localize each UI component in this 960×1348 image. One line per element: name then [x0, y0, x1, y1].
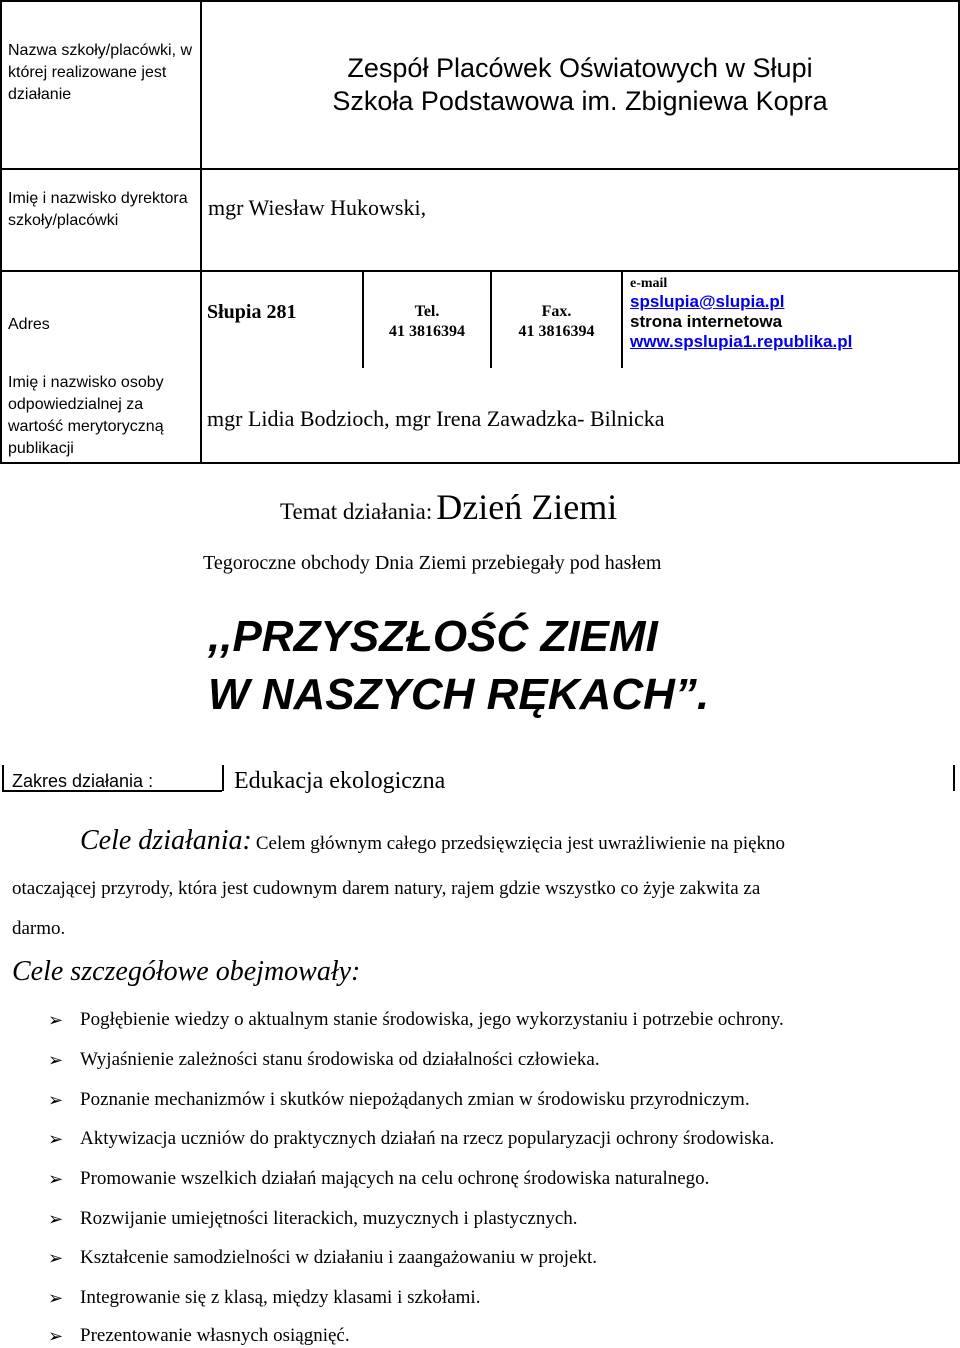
fax-label: Fax.	[541, 303, 572, 320]
contact-block	[630, 276, 852, 352]
table-border-top	[0, 0, 960, 2]
intro-text: Tegoroczne obchody Dnia Ziemi przebiegały pod hasłem	[203, 552, 662, 574]
topic-label: Temat działania:	[280, 499, 433, 524]
website-label: strona internetowa	[630, 312, 783, 331]
website-link[interactable]: www.spslupia1.republika.pl	[630, 332, 853, 351]
phone-number: 41 3816394	[389, 323, 465, 340]
scope-label: Zakres działania :	[12, 771, 154, 791]
arrow-bullet-icon: ➢	[48, 1050, 64, 1070]
arrow-bullet-icon: ➢	[48, 1326, 64, 1346]
arrow-bullet-icon: ➢	[48, 1129, 64, 1149]
school-name	[205, 52, 955, 118]
scope-value: Edukacja ekologiczna	[234, 768, 446, 794]
goals-first-line	[80, 825, 785, 857]
slogan	[208, 608, 709, 724]
arrow-bullet-icon: ➢	[48, 1288, 64, 1308]
table-border-left	[0, 0, 2, 464]
school-name-label: Nazwa szkoły/placówki, w której realizowane jest działanie	[8, 42, 193, 103]
slogan-line2: W NASZYCH RĘKACH”.	[208, 670, 710, 719]
topic-value: Dzień Ziemi	[436, 487, 618, 527]
list-item-text: Rozwijanie umiejętności literackich, muzycznych i plastycznych.	[80, 1208, 578, 1229]
table-row-divider	[0, 270, 960, 272]
list-item-text: Prezentowanie własnych osiągnięć.	[80, 1325, 350, 1346]
scope-right-mark	[953, 765, 955, 791]
address-label: Adres	[8, 316, 50, 333]
detailed-goals-heading: Cele szczegółowe obejmowały:	[12, 956, 361, 987]
email-label: e-mail	[630, 276, 668, 291]
table-border-bottom	[0, 462, 960, 464]
goals-label: Cele działania:	[80, 825, 252, 856]
responsible-names: mgr Lidia Bodzioch, mgr Irena Zawadzka- Bilnicka	[207, 406, 665, 431]
goals-text-line3: darmo.	[12, 918, 66, 939]
table-column-divider	[200, 0, 202, 464]
list-item-text: Promowanie wszelkich działań mających na celu ochronę środowiska naturalnego.	[80, 1168, 710, 1189]
phone-label: Tel.	[414, 303, 440, 320]
school-name-line2: Szkoła Podstawowa im. Zbigniewa Kopra	[332, 86, 828, 116]
school-name-line1: Zespół Placówek Oświatowych w Słupi	[347, 53, 813, 83]
arrow-bullet-icon: ➢	[48, 1248, 64, 1268]
goals-text-line1: Celem głównym całego przedsięwzięcia jest uwrażliwienie na piękno	[255, 833, 786, 854]
arrow-bullet-icon: ➢	[48, 1209, 64, 1229]
responsible-label: Imię i nazwisko osoby odpowiedzialnej za wartość merytoryczną publikacji	[8, 374, 164, 457]
scope-divider-mark	[222, 765, 224, 791]
arrow-bullet-icon: ➢	[48, 1169, 64, 1189]
table-row-divider	[0, 168, 960, 170]
info-table	[0, 0, 960, 464]
arrow-bullet-icon: ➢	[48, 1010, 64, 1030]
address-value: Słupia 281	[207, 301, 297, 323]
list-item-text: Pogłębienie wiedzy o aktualnym stanie środowiska, jego wykorzystaniu i potrzebie ochrony.	[80, 1009, 784, 1030]
list-item-text: Aktywizacja uczniów do praktycznych działań na rzecz popularyzacji ochrony środowiska.	[80, 1128, 775, 1149]
topic-line	[280, 486, 617, 528]
director-name: mgr Wiesław Hukowski,	[208, 195, 427, 220]
fax-block	[492, 302, 621, 342]
fax-number: 41 3816394	[518, 323, 595, 340]
scope-left-mark	[2, 765, 4, 791]
list-item-text: Wyjaśnienie zależności stanu środowiska od działalności człowieka.	[80, 1049, 600, 1070]
list-item-text: Kształcenie samodzielności w działaniu i zaangażowaniu w projekt.	[80, 1247, 598, 1268]
goals-text-line2: otaczającej przyrody, która jest cudownym darem natury, rajem gdzie wszystko co żyje zakwita za	[12, 878, 761, 899]
list-item-text: Integrowanie się z klasą, między klasami i szkołami.	[80, 1287, 481, 1308]
address-col-divider	[621, 270, 623, 368]
director-label: Imię i nazwisko dyrektora szkoły/placówki	[8, 190, 188, 229]
list-item-text: Poznanie mechanizmów i skutków niepożądanych zmian w środowisku przyrodniczym.	[80, 1089, 750, 1110]
arrow-bullet-icon: ➢	[48, 1090, 64, 1110]
slogan-line1: ,,PRZYSZŁOŚĆ ZIEMI	[208, 612, 658, 661]
email-link[interactable]: spslupia@slupia.pl	[630, 292, 785, 311]
phone-block	[364, 302, 490, 342]
